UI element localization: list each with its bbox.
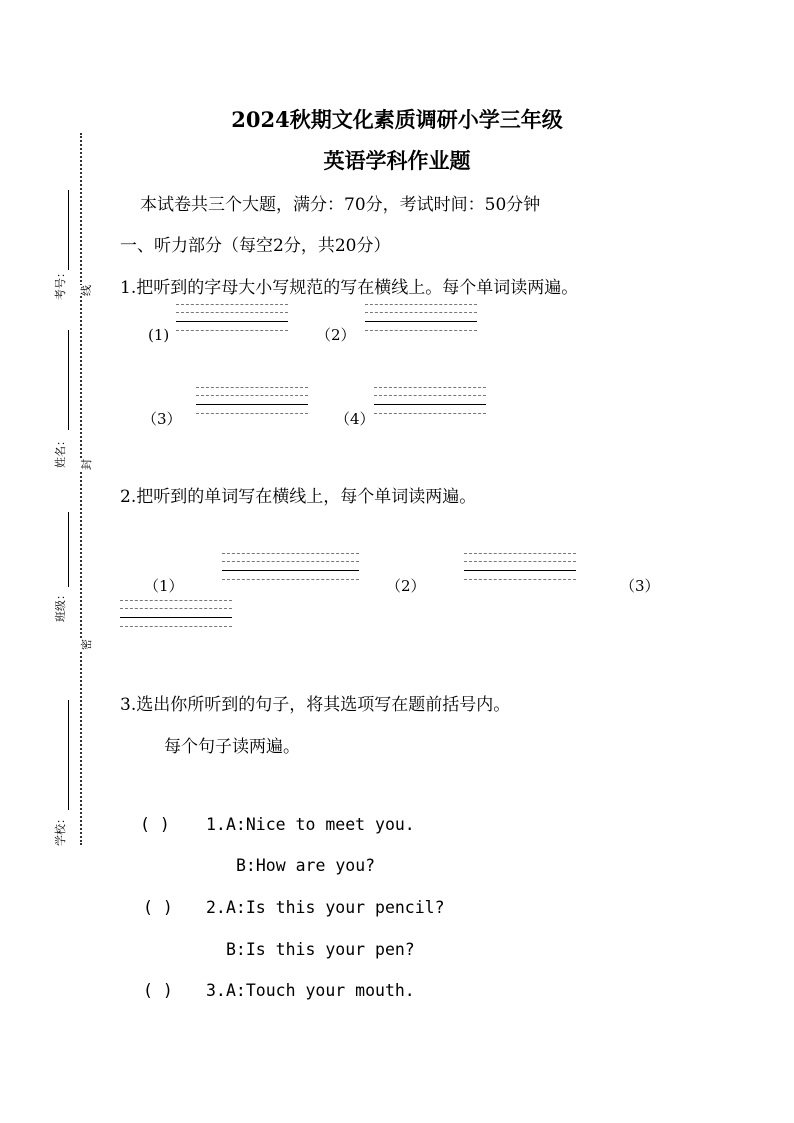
- q1-answer-1[interactable]: [176, 304, 288, 332]
- page-subtitle: 英语学科作业题: [323, 148, 471, 173]
- exam-number-label: 考号：: [54, 267, 67, 300]
- q1-answer-3[interactable]: [196, 387, 308, 415]
- question-1-prompt: 1.把听到的字母大小写规范的写在横线上。每个单词读两遍。: [120, 278, 579, 298]
- q3-item-1-option-a: A:Nice to meet you.: [226, 815, 415, 834]
- exam-intro: 本试卷共三个大题，满分：70分，考试时间：50分钟: [140, 195, 541, 215]
- q3-item-2-num: 2.: [206, 898, 226, 917]
- seal-char-feng: 封: [80, 459, 93, 470]
- q2-answer-1[interactable]: [222, 553, 359, 581]
- exam-number-line: [68, 190, 69, 270]
- q3-item-3-num: 3.: [206, 981, 226, 1000]
- q3-item-1-num: 1.: [206, 815, 226, 834]
- q3-item-1-paren[interactable]: ( ): [140, 815, 170, 834]
- q3-item-3-option-a: A:Touch your mouth.: [226, 981, 415, 1000]
- class-label: 班级：: [54, 589, 67, 622]
- q1-label-3: （3）: [142, 410, 182, 428]
- seal-char-mi: 密: [80, 639, 93, 650]
- q2-label-2: （2）: [386, 577, 426, 595]
- name-label: 姓名：: [54, 435, 67, 468]
- q1-label-4: （4）: [335, 410, 375, 428]
- q3-item-2-option-a: A:Is this your pencil?: [226, 898, 445, 917]
- q1-answer-2[interactable]: [365, 304, 477, 332]
- binding-dotted-line: [80, 133, 82, 845]
- school-line: [68, 700, 69, 810]
- question-2-prompt: 2.把听到的单词写在横线上，每个单词读两遍。: [120, 487, 477, 507]
- q2-answer-2[interactable]: [464, 553, 576, 581]
- school-label: 学校：: [54, 813, 67, 846]
- class-line: [68, 512, 69, 587]
- q1-label-2: （2）: [316, 326, 356, 344]
- q1-label-1: (1): [148, 326, 170, 344]
- q3-item-1-option-b: B:How are you?: [236, 856, 376, 875]
- question-3-prompt: 3.选出你所听到的句子，将其选项写在题前括号内。: [120, 695, 511, 715]
- q3-item-2-paren[interactable]: ( ): [143, 898, 173, 917]
- q2-label-1: （1）: [144, 577, 184, 595]
- page-title: 2024秋期文化素质调研小学三年级: [231, 107, 563, 132]
- q2-answer-3[interactable]: [120, 600, 232, 628]
- name-line: [68, 330, 69, 430]
- q2-label-3: （3）: [620, 577, 660, 595]
- section-heading: 一、听力部分（每空2分，共20分）: [120, 236, 391, 256]
- q3-item-2-option-b: B:Is this your pen?: [226, 940, 415, 959]
- seal-char-xian: 线: [80, 285, 93, 296]
- q3-item-3-paren[interactable]: ( ): [143, 981, 173, 1000]
- q1-answer-4[interactable]: [374, 387, 486, 415]
- question-3-prompt-2: 每个句子读两遍。: [164, 737, 300, 757]
